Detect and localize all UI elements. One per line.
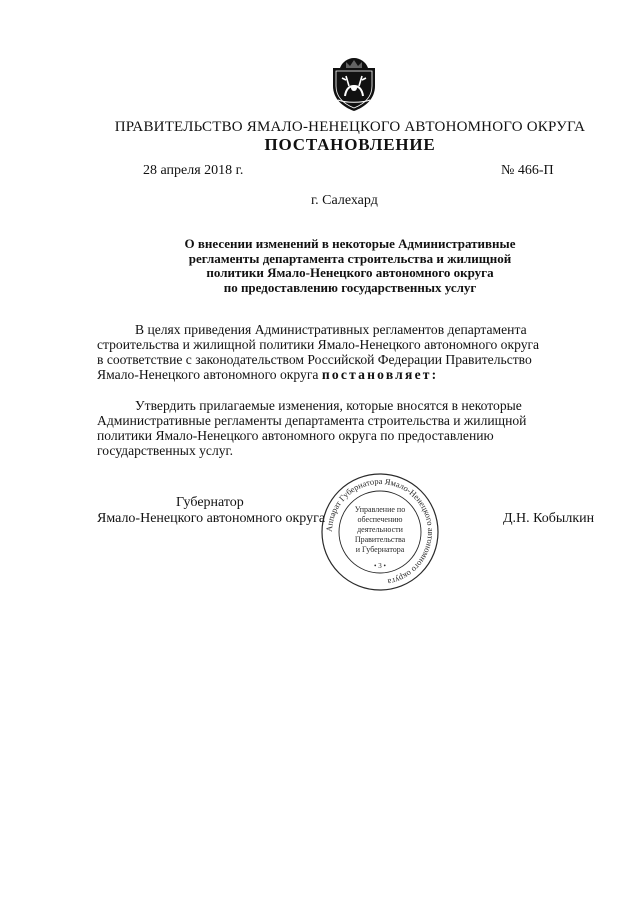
- document-city: г. Салехард: [311, 193, 378, 208]
- signatory-title: Губернатор: [176, 495, 244, 510]
- document-date: 28 апреля 2018 г.: [143, 163, 244, 178]
- paragraph-line: В целях приведения Административных регламентов департамента: [135, 322, 527, 337]
- official-seal-stamp: [318, 470, 442, 594]
- paragraph-line: Административные регламенты департамента строительства и жилищной: [97, 413, 527, 428]
- signatory-name: Д.Н. Кобылкин: [503, 511, 595, 526]
- paragraph-line: Утвердить прилагаемые изменения, которые вносятся в некоторые: [135, 398, 522, 413]
- document-number: № 466-П: [501, 163, 554, 178]
- paragraph-line: в соответствие с законодательством Российской Федерации Правительство: [97, 352, 532, 367]
- seal-ring-text: Аппарат Губернатора Ямало-Ненецкого автономного округа: [323, 475, 437, 588]
- paragraph-line: государственных услуг.: [97, 443, 233, 458]
- paragraph-line: строительства и жилищной политики Ямало-Ненецкого автономного округа: [97, 337, 540, 352]
- paragraph-text: Ямало-Ненецкого автономного округа: [97, 367, 322, 382]
- title-line: О внесении изменений в некоторые Административные: [184, 236, 516, 251]
- document-title: [120, 237, 580, 295]
- resolution-paragraph: [97, 398, 597, 458]
- document-type: ПОСТАНОВЛЕНИЕ: [264, 135, 436, 154]
- seal-center-line: Правительства: [354, 535, 406, 544]
- organization-name: ПРАВИТЕЛЬСТВО ЯМАЛО-НЕНЕЦКОГО АВТОНОМНОГО ОКРУГА: [114, 119, 586, 135]
- seal-center-line: деятельности: [357, 525, 403, 534]
- signatory-region: Ямало-Ненецкого автономного округа: [97, 511, 326, 526]
- paragraph-last-line: [97, 367, 597, 382]
- paragraph-line: политики Ямало-Ненецкого автономного округа по предоставлению: [97, 428, 494, 443]
- title-line: регламенты департамента строительства и жилищной: [188, 250, 512, 266]
- title-line: по предоставлению государственных услуг: [223, 279, 477, 295]
- seal-bottom-mark: • 3 •: [374, 562, 386, 570]
- coat-of-arms-icon: [330, 56, 378, 112]
- resolution-keyword: постановляет:: [321, 367, 439, 382]
- seal-center-line: обеспечению: [357, 515, 403, 524]
- seal-center-line: и Губернатора: [355, 545, 405, 554]
- seal-center-line: Управление по: [354, 505, 406, 514]
- title-line: политики Ямало-Ненецкого автономного округа: [206, 265, 494, 280]
- preamble-paragraph: [97, 322, 597, 382]
